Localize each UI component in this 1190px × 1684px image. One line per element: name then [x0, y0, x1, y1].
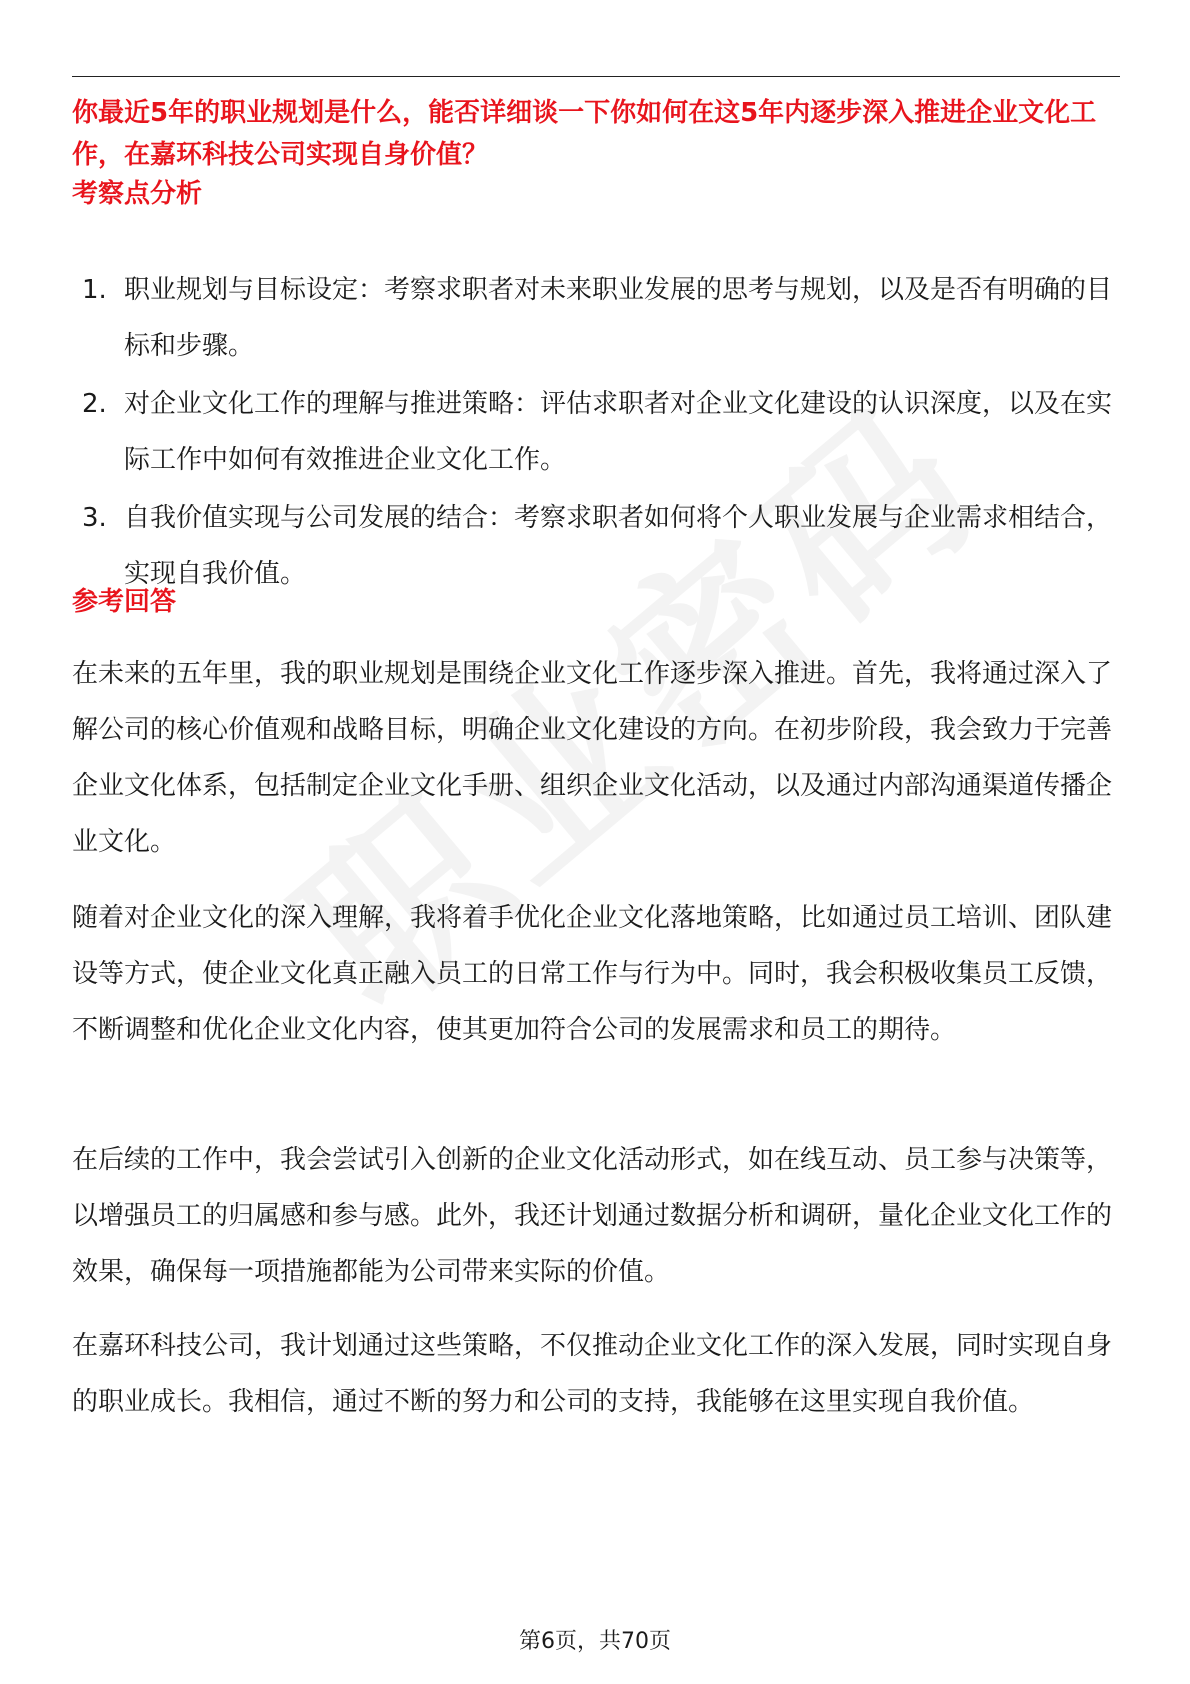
list-item [82, 262, 1122, 374]
top-divider [72, 76, 1120, 77]
analysis-list [82, 262, 1122, 604]
list-number: 1. [82, 275, 107, 305]
analysis-title: 考察点分析 [72, 179, 203, 209]
list-number: 3. [82, 503, 107, 533]
answer-paragraph: 在未来的五年里，我的职业规划是围绕企业文化工作逐步深入推进。首先，我将通过深入了解公司的核心价值观和战略目标，明确企业文化建设的方向。在初步阶段，我会致力于完善企业文化体系，包括制定企业文化手册、组织企业文化活动，以及通过内部沟通渠道传播企业文化。 [72, 659, 1113, 857]
answer-paragraph: 在嘉环科技公司，我计划通过这些策略，不仅推动企业文化工作的深入发展，同时实现自身的职业成长。我相信，通过不断的努力和公司的支持，我能够在这里实现自我价值。 [72, 1331, 1113, 1417]
list-number: 2. [82, 389, 107, 419]
list-item [82, 376, 1122, 488]
answer-paragraph: 随着对企业文化的深入理解，我将着手优化企业文化落地策略，比如通过员工培训、团队建设等方式，使企业文化真正融入员工的日常工作与行为中。同时，我会积极收集员工反馈，不断调整和优化企业文化内容，使其更加符合公司的发展需求和员工的期待。 [72, 903, 1113, 1045]
list-text: 对企业文化工作的理解与推进策略：评估求职者对企业文化建设的认识深度，以及在实际工作中如何有效推进企业文化工作。 [124, 389, 1113, 475]
question-heading: 你最近5年的职业规划是什么，能否详细谈一下你如何在这5年内逐步深入推进企业文化工作，在嘉环科技公司实现自身价值？ [72, 98, 1097, 170]
page-number: 第6页，共70页 [519, 1629, 671, 1654]
list-text: 职业规划与目标设定：考察求职者对未来职业发展的思考与规划，以及是否有明确的目标和步骤。 [124, 275, 1113, 361]
reference-title: 参考回答 [72, 587, 177, 617]
answer-paragraph: 在后续的工作中，我会尝试引入创新的企业文化活动形式，如在线互动、员工参与决策等，以增强员工的归属感和参与感。此外，我还计划通过数据分析和调研，量化企业文化工作的效果，确保每一项措施都能为公司带来实际的价值。 [72, 1145, 1113, 1287]
list-text: 自我价值实现与公司发展的结合：考察求职者如何将个人职业发展与企业需求相结合，实现自我价值。 [124, 503, 1113, 589]
list-item [82, 490, 1122, 602]
